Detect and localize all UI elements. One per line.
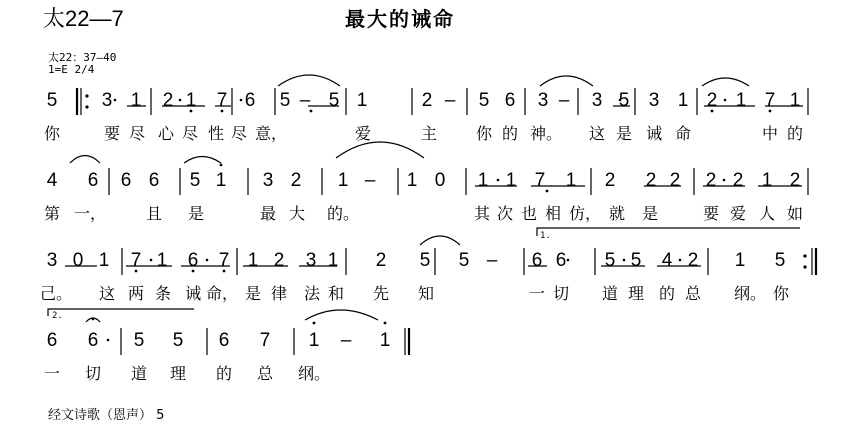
- note: 1: [327, 250, 339, 271]
- volta-1-label: 1.: [540, 231, 551, 241]
- note: 6: [87, 170, 99, 191]
- note: 6: [120, 170, 132, 191]
- lyric: 神。: [529, 124, 563, 143]
- lyric: 要: [702, 204, 720, 223]
- lyric: 一，: [73, 204, 107, 223]
- lyric: 理: [627, 284, 645, 303]
- lyric: 仿，: [568, 204, 602, 223]
- note: 1: [156, 250, 168, 271]
- lyric: 如: [786, 204, 804, 223]
- note: 3: [648, 90, 660, 111]
- lyric: 法: [303, 284, 321, 303]
- note-dash: –: [364, 170, 376, 191]
- note-dash: –: [299, 90, 311, 111]
- note: 6: [531, 250, 543, 271]
- note: 3: [591, 90, 603, 111]
- lyric: 最: [259, 204, 277, 223]
- source-footer: 经文诗歌（恩声） 5: [48, 408, 165, 423]
- note: 5: [630, 250, 642, 271]
- note: 5: [774, 250, 786, 271]
- note: 2: [375, 250, 387, 271]
- note: 1: [677, 90, 689, 111]
- lyric: 道: [601, 284, 619, 303]
- note: 1: [356, 90, 368, 111]
- lyric: 第: [43, 204, 61, 223]
- lyric: 和: [327, 284, 345, 303]
- lyric: 诫: [645, 124, 663, 143]
- note-dash: –: [558, 90, 570, 111]
- note: 3: [101, 90, 113, 111]
- lyric: 是: [187, 204, 205, 223]
- note: 1: [130, 90, 142, 111]
- note: 5: [419, 250, 431, 271]
- lyric: 命，: [205, 284, 239, 303]
- lyric: 理: [169, 364, 187, 383]
- note: 5: [328, 90, 340, 111]
- note: 5: [478, 90, 490, 111]
- note: 7: [534, 170, 546, 191]
- lyric: 尽: [230, 124, 248, 143]
- lyric: 这: [588, 124, 606, 143]
- lyric: 尽: [128, 124, 146, 143]
- note: 5: [279, 90, 291, 111]
- note: 1: [308, 330, 320, 351]
- lyric: 性: [207, 124, 225, 143]
- note: 1: [337, 170, 349, 191]
- note: 1: [477, 170, 489, 191]
- lyric: 切: [552, 284, 570, 303]
- note: 2: [604, 170, 616, 191]
- note: 1: [215, 170, 227, 191]
- note: 2: [706, 90, 718, 111]
- lyric: 你: [772, 284, 790, 303]
- note: 6: [218, 330, 230, 351]
- key-signature: 1=E 2/4: [48, 63, 95, 76]
- lyric: 的。: [326, 204, 360, 223]
- note: 1: [379, 330, 391, 351]
- lyric: 尽: [181, 124, 199, 143]
- lyric: 爱: [729, 204, 747, 223]
- note: 2: [273, 250, 285, 271]
- lyric: 其: [473, 204, 491, 223]
- lyric: 相: [544, 204, 562, 223]
- note: 6: [504, 90, 516, 111]
- note-dash: –: [340, 330, 352, 351]
- lyric: 中: [761, 124, 779, 143]
- lyric: 先: [372, 284, 390, 303]
- note: 5: [189, 170, 201, 191]
- note: 1: [789, 90, 801, 111]
- lyric: 总: [256, 364, 274, 383]
- lyric: 心: [157, 124, 175, 143]
- note: 5: [604, 250, 616, 271]
- lyric: 你: [475, 124, 493, 143]
- note: 1: [247, 250, 259, 271]
- note: 7: [259, 330, 271, 351]
- note: 6: [244, 90, 256, 111]
- note: 2: [290, 170, 302, 191]
- note: 1: [565, 170, 577, 191]
- lyric: 的: [501, 124, 519, 143]
- note: 3: [262, 170, 274, 191]
- note-fermata: 6: [87, 330, 99, 351]
- note: 2: [162, 90, 174, 111]
- note: 6: [46, 330, 58, 351]
- scripture-reference: 太22—7: [43, 6, 124, 31]
- note: 4: [661, 250, 673, 271]
- lyric: 是: [641, 204, 659, 223]
- note: 2: [705, 170, 717, 191]
- volta-2-label: 2.: [52, 311, 63, 321]
- lyric: 是: [615, 124, 633, 143]
- note: 7: [216, 90, 228, 111]
- note: 2: [421, 90, 433, 111]
- note: 1: [734, 250, 746, 271]
- source-reference: 太22：37—40: [48, 51, 117, 64]
- note: 7: [130, 250, 142, 271]
- note-dash: –: [444, 90, 456, 111]
- note: 3: [305, 250, 317, 271]
- lyric: 的: [215, 364, 233, 383]
- lyric: 你: [43, 124, 61, 143]
- note: 6: [187, 250, 199, 271]
- lyric: 诫: [184, 284, 202, 303]
- note: 6: [555, 250, 567, 271]
- note: 1: [185, 90, 197, 111]
- note: 3: [537, 90, 549, 111]
- song-title: 最大的诫命: [345, 7, 455, 31]
- lyric: 主: [420, 124, 438, 143]
- note: 2: [687, 250, 699, 271]
- lyric: 纲。: [733, 284, 767, 303]
- lyric: 爱: [354, 124, 372, 143]
- note: 4: [46, 170, 58, 191]
- note: 1: [505, 170, 517, 191]
- lyric: 要: [103, 124, 121, 143]
- note: 7: [218, 250, 230, 271]
- lyric: 切: [84, 364, 102, 383]
- lyric: 道: [130, 364, 148, 383]
- lyric: 一: [528, 284, 546, 303]
- lyric: 一: [43, 364, 61, 383]
- note: 5: [458, 250, 470, 271]
- note: 1: [735, 90, 747, 111]
- lyric: 次: [496, 204, 514, 223]
- note: 5: [172, 330, 184, 351]
- note: 3: [46, 250, 58, 271]
- note: 1: [406, 170, 418, 191]
- note: 2: [789, 170, 801, 191]
- lyric: 是: [244, 284, 262, 303]
- lyric: 就: [608, 204, 626, 223]
- lyric: 知: [417, 284, 435, 303]
- note: 2: [732, 170, 744, 191]
- note: 0: [72, 250, 84, 271]
- lyric: 总: [684, 284, 702, 303]
- lyric: 大: [288, 204, 306, 223]
- lyric: 纲。: [297, 364, 331, 383]
- note: 5: [618, 90, 630, 111]
- lyric: 也: [520, 204, 538, 223]
- note: 2: [645, 170, 657, 191]
- note: 2: [669, 170, 681, 191]
- lyric: 的: [658, 284, 676, 303]
- note: 0: [434, 170, 446, 191]
- lyric: 条: [154, 284, 172, 303]
- lyric: 人: [758, 204, 776, 223]
- note: 1: [98, 250, 110, 271]
- lyric: 意，: [254, 124, 288, 143]
- lyric: 且: [145, 204, 163, 223]
- lyric: 的: [786, 124, 804, 143]
- note: 6: [148, 170, 160, 191]
- note: 1: [761, 170, 773, 191]
- lyric: 这: [98, 284, 116, 303]
- lyric: 两: [127, 284, 145, 303]
- note: 5: [46, 90, 58, 111]
- lyric: 命: [674, 124, 692, 143]
- note: 5: [133, 330, 145, 351]
- note: 7: [764, 90, 776, 111]
- note-dash: –: [486, 250, 498, 271]
- lyric: 己。: [39, 284, 73, 303]
- lyric: 律: [270, 284, 288, 303]
